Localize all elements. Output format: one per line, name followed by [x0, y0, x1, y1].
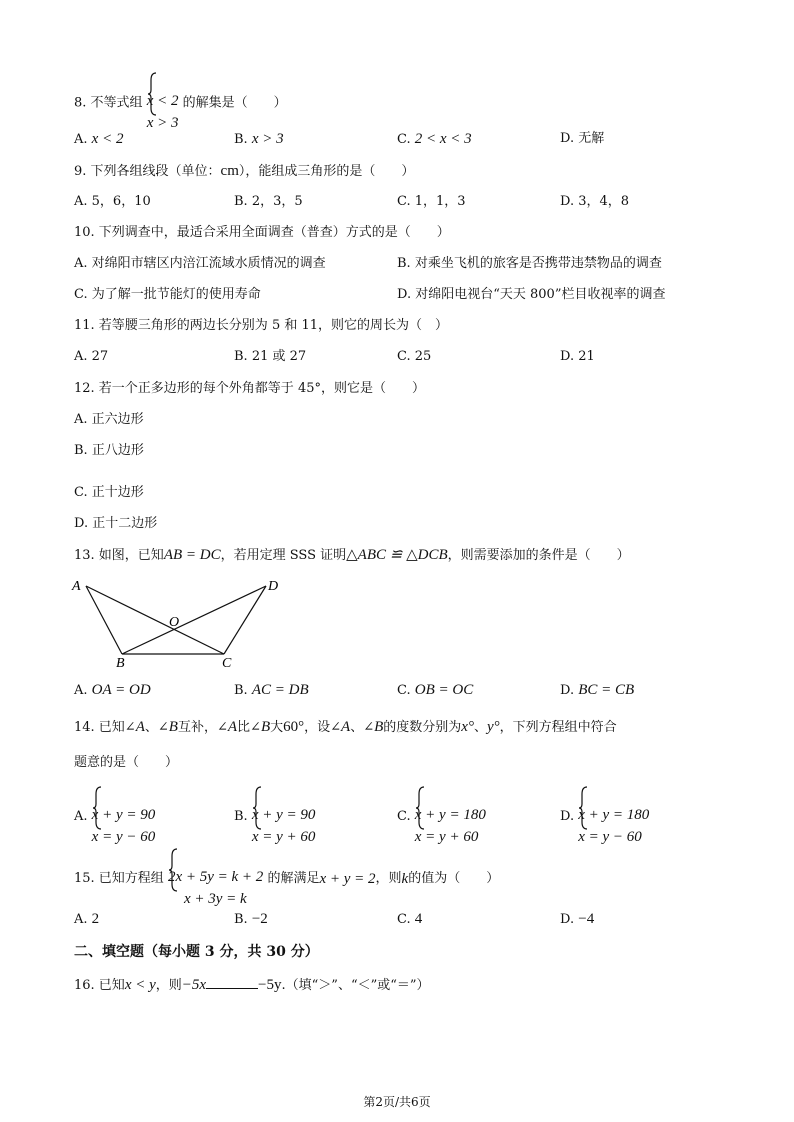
question-15: 15. 已知方程组 2x + 5y = k + 2 x + 3y = k 的解满足x + y = 2，则k的值为（ ） [74, 848, 499, 910]
brace-icon [147, 72, 157, 116]
label-D: D [268, 579, 279, 594]
question-14-line2: 题意的是（ ） [74, 755, 179, 770]
label-A: A [72, 579, 81, 594]
question-11: 11. 若等腰三角形的两边长分别为 5 和 11，则它的周长为（ ） [74, 318, 449, 333]
question-8 [74, 72, 287, 134]
q8-ineq-2: x > 3 [146, 115, 179, 131]
q15-option-b: B. −2 [234, 911, 268, 927]
q12-option-d: D. 正十二边形 [74, 516, 158, 531]
q8-option-a: A. x < 2 [74, 131, 124, 147]
q10-option-c: C. 为了解一批节能灯的使用寿命 [74, 287, 261, 302]
q11-option-c: C. 25 [397, 349, 432, 364]
question-10: 10. 下列调查中，最适合采用全面调查（普查）方式的是（ ） [74, 225, 450, 240]
page-footer: 第2页/共6页 [363, 1095, 431, 1109]
q9-option-b: B. 2，3，5 [234, 194, 303, 209]
q14-option-a: A. x + y = 90 x = y − 60 [74, 786, 155, 848]
label-C: C [222, 656, 232, 670]
q10-option-d: D. 对绵阳电视台“天天 800”栏目收视率的调查 [397, 287, 666, 302]
question-14: 14. 已知∠A、∠B互补，∠A比∠B大60°，设∠A、∠B的度数分别为x°、y°，下列方程组中符合 [74, 719, 617, 735]
triangle-figure [70, 574, 290, 670]
q10-option-a: A. 对绵阳市辖区内涪江流域水质情况的调查 [74, 256, 326, 271]
q11-option-d: D. 21 [560, 349, 595, 364]
q13-option-a: A. OA = OD [74, 682, 151, 698]
q9-option-a: A. 5，6，10 [74, 194, 151, 209]
question-9: 9. 下列各组线段（单位：cm），能组成三角形的是（ ） [74, 163, 415, 179]
q11-option-b: B. 21 或 27 [234, 349, 307, 364]
q15-option-a: A. 2 [74, 911, 100, 927]
q11-option-a: A. 27 [74, 349, 109, 364]
label-B: B [116, 656, 125, 670]
question-16: 16. 已知x < y，则−5x −5y.（填“＞”、“＜”或“＝”） [74, 977, 430, 993]
q8-ineq-1: x < 2 [146, 93, 179, 109]
q10-option-b: B. 对乘坐飞机的旅客是否携带违禁物品的调查 [397, 256, 662, 271]
q9-option-c: C. 1，1，3 [397, 194, 466, 209]
q13-option-d: D. BC = CB [560, 682, 635, 698]
q8-suffix: 的解集是（ ） [182, 95, 287, 111]
q13-option-c: C. OB = OC [397, 682, 474, 698]
q13-option-b: B. AC = DB [234, 682, 309, 698]
q14-option-c: C. x + y = 180 x = y + 60 [397, 786, 486, 848]
q8-option-c: C. 2 < x < 3 [397, 131, 472, 147]
section-2-heading: 二、填空题（每小题 3 分，共 30 分） [74, 944, 319, 960]
question-13: 13. 如图，已知AB = DC，若用定理 SSS 证明△ABC ≌ △DCB，则需要添加的条件是（ ） [74, 547, 630, 563]
q14-option-d: D. x + y = 180 x = y − 60 [560, 786, 649, 848]
q12-option-c: C. 正十边形 [74, 485, 144, 500]
q12-option-b: B. 正八边形 [74, 443, 144, 458]
question-12: 12. 若一个正多边形的每个外角都等于 45°，则它是（ ） [74, 381, 425, 396]
q8-option-d: D. 无解 [560, 131, 605, 146]
q15-option-d: D. −4 [560, 911, 595, 927]
q8-prefix: 8. 不等式组 [74, 95, 143, 111]
q15-option-c: C. 4 [397, 911, 423, 927]
label-O: O [169, 615, 180, 630]
answer-blank[interactable] [206, 976, 258, 989]
q9-option-d: D. 3，4，8 [560, 194, 630, 209]
q14-option-b: B. x + y = 90 x = y + 60 [234, 786, 315, 848]
q12-option-a: A. 正六边形 [74, 412, 144, 427]
q8-system [147, 72, 179, 134]
q8-option-b: B. x > 3 [234, 131, 284, 147]
